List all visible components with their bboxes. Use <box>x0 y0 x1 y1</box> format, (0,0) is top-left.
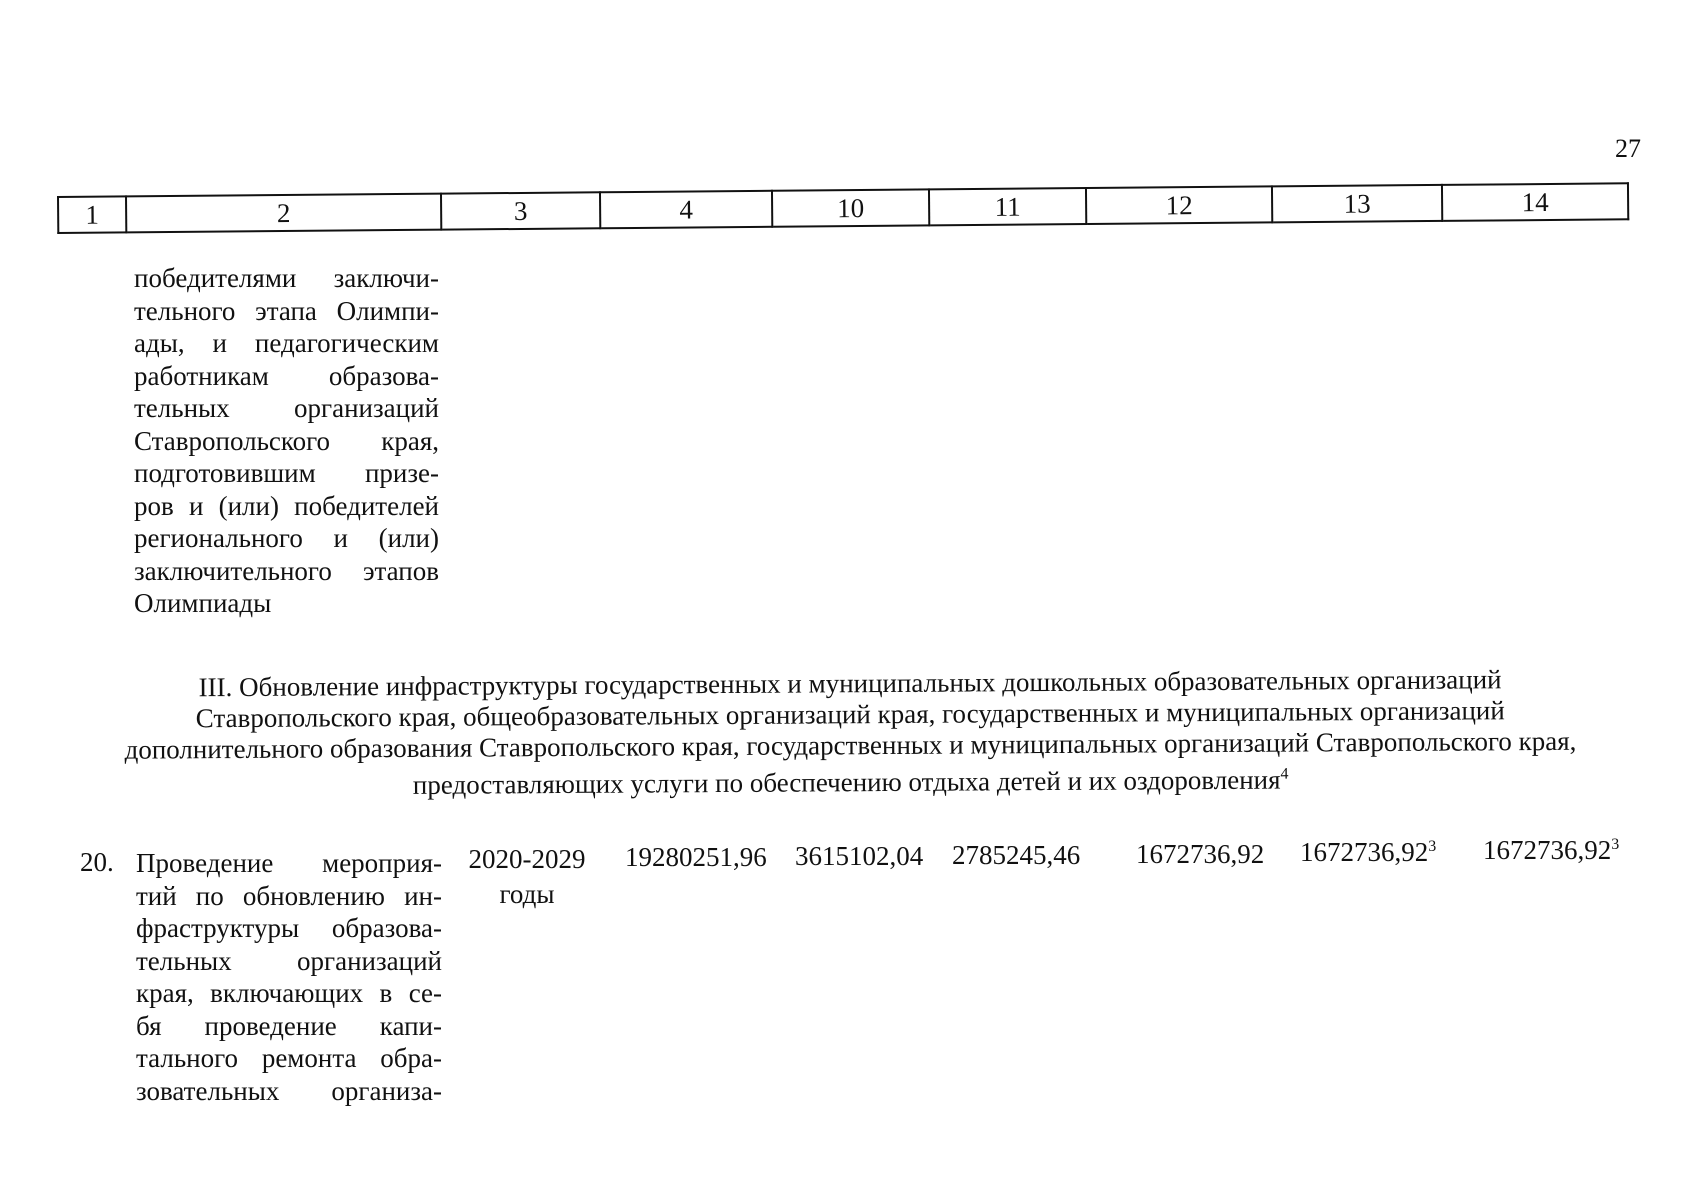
header-cell: 1 <box>58 196 126 233</box>
text-line: фраструктуры образова- <box>136 913 442 943</box>
text-line: Олимпиады <box>134 588 272 618</box>
column-number-header <box>57 182 1629 234</box>
header-cell: 2 <box>126 194 441 233</box>
section-heading <box>70 663 1631 803</box>
header-cell: 4 <box>600 191 772 228</box>
text-line: тельных организаций <box>134 393 439 423</box>
header-cell: 12 <box>1086 186 1272 224</box>
text-line: работникам образова- <box>134 360 439 391</box>
text-line: заключительного этапов <box>134 555 439 586</box>
value: 1672736,92 <box>1300 837 1429 867</box>
value-col-12: 1672736,92 <box>1136 839 1265 869</box>
continued-row-description <box>134 262 439 620</box>
row-period <box>462 842 592 912</box>
value-col-4: 19280251,96 <box>625 842 767 872</box>
text-line: регионального и (или) <box>134 523 439 553</box>
heading-line: предоставляющих услуги по обеспечению отдыха детей и их оздоровления <box>412 764 1281 800</box>
header-cell: 14 <box>1442 183 1628 221</box>
period-unit: годы <box>499 879 555 909</box>
footnote-marker: 3 <box>1428 838 1437 855</box>
value-col-10: 3615102,04 <box>795 841 924 871</box>
value-col-14 <box>1483 835 1619 866</box>
header-cell: 11 <box>929 188 1086 225</box>
page-number: 27 <box>1615 134 1641 163</box>
text-line: подготовившим призе- <box>134 458 439 488</box>
value-col-13 <box>1300 837 1436 868</box>
text-line: края, включающих в се- <box>136 978 442 1008</box>
text-line: тельных организаций <box>136 945 442 976</box>
header-cell: 3 <box>441 192 600 229</box>
text-line: Ставропольского края, <box>134 425 439 456</box>
heading-line: Ставропольского края, общеобразовательных организаций края, государственных и муниципальных организаций <box>195 695 1505 734</box>
text-line: ров и (или) победителей <box>134 490 439 521</box>
period-years: 2020-2029 <box>468 844 586 874</box>
text-line: тельного этапа Олимпи- <box>134 295 439 326</box>
header-cell: 13 <box>1272 185 1442 222</box>
value-col-11: 2785245,46 <box>952 840 1081 870</box>
text-line: тий по обновлению ин- <box>136 880 442 911</box>
row-description <box>136 847 442 1107</box>
row-number: 20. <box>80 847 114 877</box>
text-line: тального ремонта обра- <box>136 1043 442 1073</box>
footnote-marker: 4 <box>1280 765 1289 783</box>
value: 1672736,92 <box>1483 835 1612 865</box>
text-line: бя проведение капи- <box>136 1010 442 1041</box>
text-line: Проведение мероприя- <box>136 848 442 878</box>
text-line: зовательных организа- <box>136 1075 442 1106</box>
heading-line: III. Обновление инфраструктуры государственных и муниципальных дошкольных образовательных организаций <box>198 664 1502 703</box>
text-line: ады, и педагогическим <box>134 328 439 358</box>
footnote-marker: 3 <box>1611 836 1620 853</box>
header-cell: 10 <box>772 189 929 226</box>
text-line: победителями заключи- <box>134 263 439 293</box>
heading-line: дополнительного образования Ставропольского края, государственных и муниципальных организаций Ставропольского края, <box>124 725 1577 765</box>
